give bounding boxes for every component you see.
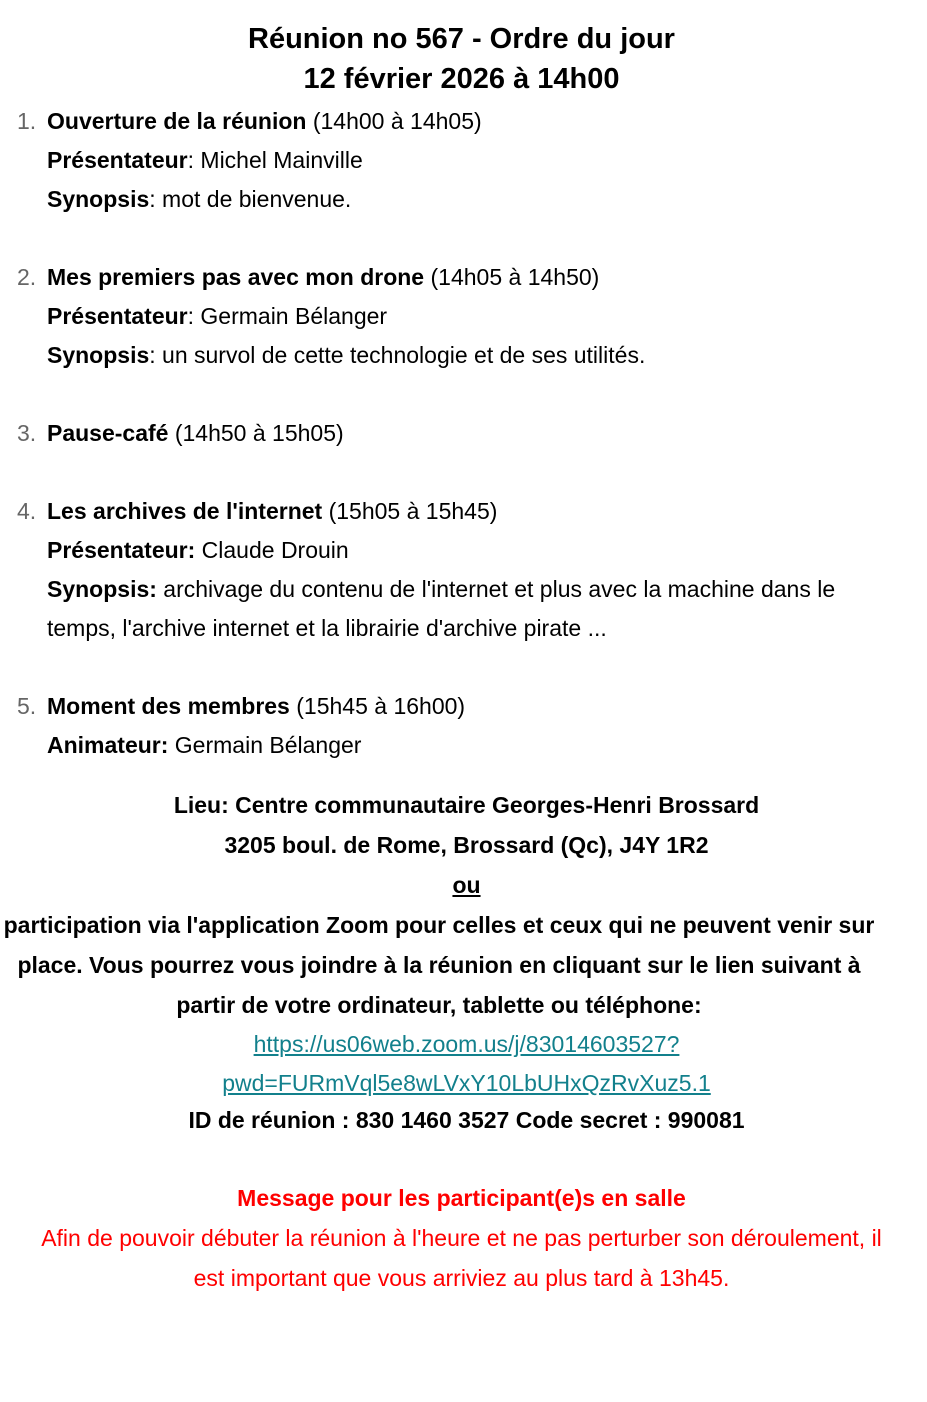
presenter-colon: : bbox=[187, 303, 195, 329]
animator-label: Animateur: bbox=[47, 732, 169, 758]
agenda-item bbox=[17, 414, 927, 453]
title-line-2: 12 février 2026 à 14h00 bbox=[303, 63, 620, 95]
presenter-colon: : bbox=[187, 147, 195, 173]
meeting-credentials: ID de réunion : 830 1460 3527 Code secret : 990081 bbox=[188, 1107, 745, 1133]
presenter-label: Présentateur bbox=[47, 147, 188, 173]
zoom-link-block bbox=[3, 1025, 927, 1103]
venue-name: Lieu: Centre communautaire Georges-Henri Brossard bbox=[173, 792, 760, 818]
onsite-message bbox=[0, 1178, 925, 1298]
synopsis-text: mot de bienvenue. bbox=[155, 186, 352, 212]
item-number: 1. bbox=[17, 108, 37, 134]
item-title: Mes premiers pas avec mon drone bbox=[47, 264, 425, 290]
synopsis-row bbox=[47, 180, 927, 219]
item-time: (14h00 à 14h05) bbox=[306, 108, 482, 134]
venue-address: 3205 boul. de Rome, Brossard (Qc), J4Y 1R2 bbox=[224, 832, 709, 858]
presenter-name: Claude Drouin bbox=[195, 537, 349, 563]
item-heading bbox=[47, 258, 927, 297]
zoom-link-line-2[interactable]: pwd=FURmVql5e8wLVxY10LbUHxQzRvXuz5.1 bbox=[222, 1070, 711, 1096]
synopsis-text: un survol de cette technologie et de ses utilités. bbox=[155, 342, 646, 368]
zoom-meeting-link[interactable] bbox=[222, 1031, 711, 1096]
agenda-item bbox=[17, 258, 927, 375]
presenter-label: Présentateur bbox=[47, 303, 188, 329]
onsite-message-body: Afin de pouvoir débuter la réunion à l'heure et ne pas perturber son déroulement, il est important que vous arriviez au plus tard à 13h45. bbox=[41, 1225, 882, 1291]
presenter-row bbox=[47, 141, 927, 180]
zoom-instructions: participation via l'application Zoom pour celles et ceux qui ne peuvent venir sur place. Vous pourrez vous joindre à la réunion en cliquant sur le lien suivant à partir de votre ordinateur, tablette ou téléphone: bbox=[3, 912, 875, 1018]
synopsis-colon: : bbox=[149, 342, 156, 368]
item-heading bbox=[47, 102, 927, 141]
presenter-row bbox=[47, 297, 927, 336]
venue-block bbox=[3, 785, 927, 905]
synopsis-text: archivage du contenu de l'internet et plus avec la machine dans le temps, l'archive internet et la librairie d'archive pirate ... bbox=[47, 576, 836, 641]
item-number: 5. bbox=[17, 693, 37, 719]
onsite-message-title: Message pour les participant(e)s en salle bbox=[237, 1185, 686, 1211]
presenter-label: Présentateur: bbox=[47, 537, 196, 563]
item-number: 2. bbox=[17, 264, 37, 290]
synopsis-label: Synopsis: bbox=[47, 576, 157, 602]
agenda-item bbox=[17, 102, 927, 219]
synopsis-label: Synopsis bbox=[47, 186, 150, 212]
item-title: Moment des membres bbox=[47, 693, 290, 719]
presenter-row bbox=[47, 531, 927, 570]
item-time: (15h45 à 16h00) bbox=[289, 693, 466, 719]
animator-name: Germain Bélanger bbox=[168, 732, 362, 758]
presenter-name: Michel Mainville bbox=[194, 147, 363, 173]
item-title: Pause-café bbox=[47, 420, 169, 446]
zoom-link-line-1[interactable]: https://us06web.zoom.us/j/83014603527? bbox=[253, 1031, 680, 1057]
item-title: Les archives de l'internet bbox=[47, 498, 323, 524]
item-heading bbox=[47, 687, 927, 726]
or-separator: ou bbox=[452, 872, 481, 898]
synopsis-row bbox=[47, 570, 867, 648]
item-number: 3. bbox=[17, 420, 37, 446]
synopsis-label: Synopsis bbox=[47, 342, 150, 368]
agenda-item bbox=[17, 492, 927, 648]
item-time: (15h05 à 15h45) bbox=[322, 498, 498, 524]
item-title: Ouverture de la réunion bbox=[47, 108, 307, 134]
synopsis-row bbox=[47, 336, 927, 375]
title-line-1: Réunion no 567 - Ordre du jour bbox=[248, 23, 675, 55]
item-time: (14h50 à 15h05) bbox=[168, 420, 344, 446]
presenter-name: Germain Bélanger bbox=[194, 303, 388, 329]
item-number: 4. bbox=[17, 498, 37, 524]
item-heading bbox=[47, 492, 927, 531]
item-time: (14h05 à 14h50) bbox=[424, 264, 600, 290]
agenda-list bbox=[0, 102, 927, 765]
animator-row bbox=[47, 726, 927, 765]
agenda-item bbox=[17, 687, 927, 765]
item-heading bbox=[47, 414, 927, 453]
synopsis-colon: : bbox=[149, 186, 156, 212]
page-title bbox=[0, 0, 925, 99]
